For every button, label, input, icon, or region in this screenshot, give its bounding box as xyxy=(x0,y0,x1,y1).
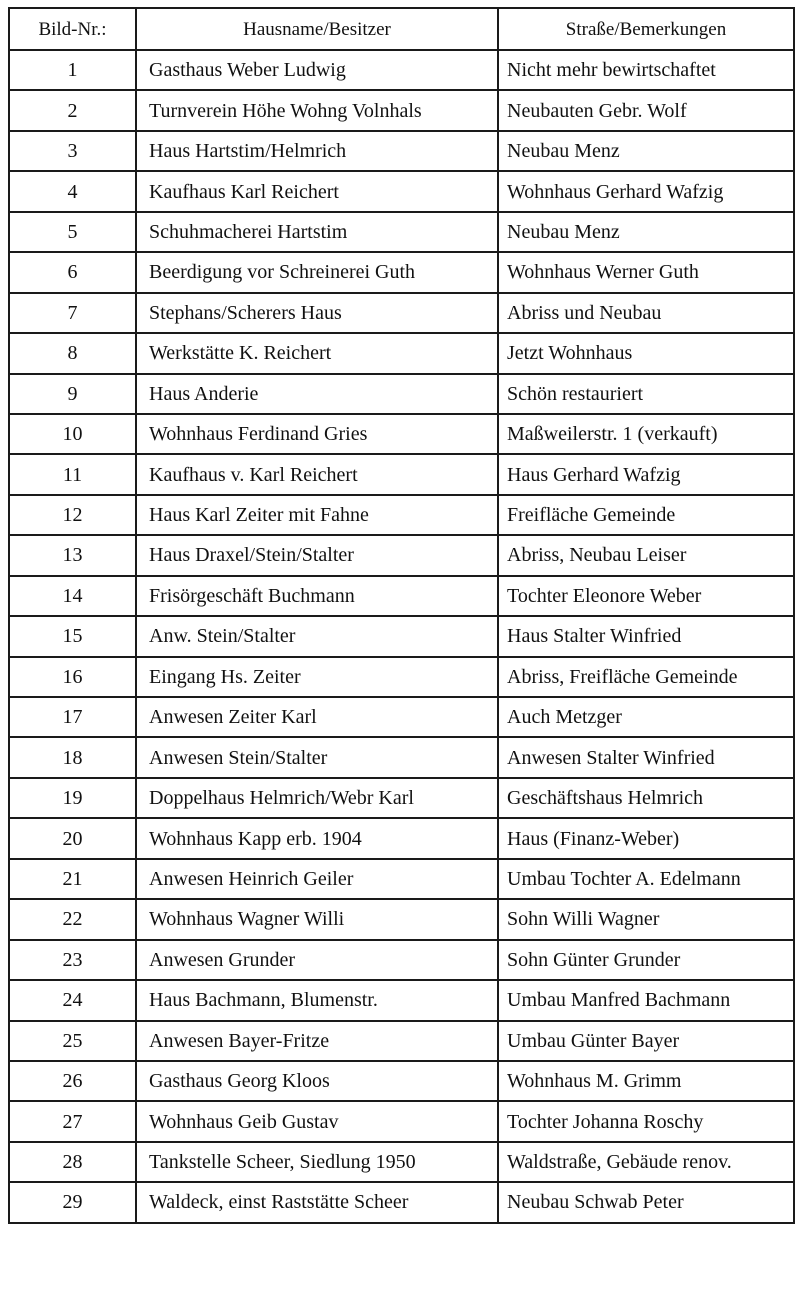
cell-bemerkung: Haus (Finanz-Weber) xyxy=(498,818,794,858)
cell-bild-nr: 16 xyxy=(9,657,136,697)
cell-bemerkung: Maßweilerstr. 1 (verkauft) xyxy=(498,414,794,454)
table-row xyxy=(9,252,794,292)
cell-bemerkung: Umbau Tochter A. Edelmann xyxy=(498,859,794,899)
cell-bild-nr: 13 xyxy=(9,535,136,575)
cell-hausname: Turnverein Höhe Wohng Volnhals xyxy=(136,90,498,130)
table-row xyxy=(9,940,794,980)
table-row xyxy=(9,778,794,818)
cell-hausname: Tankstelle Scheer, Siedlung 1950 xyxy=(136,1142,498,1182)
cell-hausname: Eingang Hs. Zeiter xyxy=(136,657,498,697)
cell-bild-nr: 12 xyxy=(9,495,136,535)
table-row xyxy=(9,1021,794,1061)
cell-bild-nr: 4 xyxy=(9,171,136,211)
cell-bild-nr: 23 xyxy=(9,940,136,980)
cell-bild-nr: 29 xyxy=(9,1182,136,1222)
cell-bild-nr: 11 xyxy=(9,454,136,494)
cell-bemerkung: Haus Gerhard Wafzig xyxy=(498,454,794,494)
cell-bemerkung: Nicht mehr bewirtschaftet xyxy=(498,50,794,90)
cell-hausname: Haus Bachmann, Blumenstr. xyxy=(136,980,498,1020)
cell-bemerkung: Umbau Manfred Bachmann xyxy=(498,980,794,1020)
cell-bemerkung: Sohn Günter Grunder xyxy=(498,940,794,980)
cell-bemerkung: Abriss, Freifläche Gemeinde xyxy=(498,657,794,697)
house-table xyxy=(8,7,795,1224)
cell-bemerkung: Wohnhaus Gerhard Wafzig xyxy=(498,171,794,211)
cell-bemerkung: Anwesen Stalter Winfried xyxy=(498,737,794,777)
cell-bild-nr: 5 xyxy=(9,212,136,252)
cell-bild-nr: 1 xyxy=(9,50,136,90)
table-row xyxy=(9,1182,794,1222)
table-row xyxy=(9,737,794,777)
cell-bild-nr: 3 xyxy=(9,131,136,171)
cell-bemerkung: Tochter Johanna Roschy xyxy=(498,1101,794,1141)
cell-bemerkung: Geschäftshaus Helmrich xyxy=(498,778,794,818)
cell-bild-nr: 20 xyxy=(9,818,136,858)
cell-bild-nr: 27 xyxy=(9,1101,136,1141)
cell-hausname: Waldeck, einst Raststätte Scheer xyxy=(136,1182,498,1222)
cell-bemerkung: Sohn Willi Wagner xyxy=(498,899,794,939)
table-row xyxy=(9,171,794,211)
cell-bild-nr: 24 xyxy=(9,980,136,1020)
cell-hausname: Doppelhaus Helmrich/Webr Karl xyxy=(136,778,498,818)
cell-hausname: Kaufhaus v. Karl Reichert xyxy=(136,454,498,494)
cell-bemerkung: Abriss und Neubau xyxy=(498,293,794,333)
cell-bild-nr: 8 xyxy=(9,333,136,373)
cell-bild-nr: 10 xyxy=(9,414,136,454)
cell-bild-nr: 17 xyxy=(9,697,136,737)
header-bild-nr: Bild-Nr.: xyxy=(9,8,136,50)
cell-hausname: Werkstätte K. Reichert xyxy=(136,333,498,373)
cell-hausname: Wohnhaus Ferdinand Gries xyxy=(136,414,498,454)
table-row xyxy=(9,616,794,656)
cell-hausname: Beerdigung vor Schreinerei Guth xyxy=(136,252,498,292)
table-row xyxy=(9,212,794,252)
cell-bild-nr: 6 xyxy=(9,252,136,292)
cell-bild-nr: 26 xyxy=(9,1061,136,1101)
table-row xyxy=(9,1142,794,1182)
cell-bemerkung: Umbau Günter Bayer xyxy=(498,1021,794,1061)
cell-hausname: Anw. Stein/Stalter xyxy=(136,616,498,656)
cell-bild-nr: 2 xyxy=(9,90,136,130)
cell-bild-nr: 22 xyxy=(9,899,136,939)
cell-bild-nr: 7 xyxy=(9,293,136,333)
cell-bemerkung: Wohnhaus M. Grimm xyxy=(498,1061,794,1101)
table-row xyxy=(9,980,794,1020)
table-row xyxy=(9,90,794,130)
header-hausname-besitzer: Hausname/Besitzer xyxy=(136,8,498,50)
cell-hausname: Haus Karl Zeiter mit Fahne xyxy=(136,495,498,535)
cell-bild-nr: 9 xyxy=(9,374,136,414)
cell-bemerkung: Haus Stalter Winfried xyxy=(498,616,794,656)
cell-bemerkung: Wohnhaus Werner Guth xyxy=(498,252,794,292)
table-row xyxy=(9,495,794,535)
table-row xyxy=(9,374,794,414)
table-row xyxy=(9,1101,794,1141)
cell-hausname: Gasthaus Weber Ludwig xyxy=(136,50,498,90)
cell-bild-nr: 18 xyxy=(9,737,136,777)
cell-hausname: Anwesen Stein/Stalter xyxy=(136,737,498,777)
cell-hausname: Frisörgeschäft Buchmann xyxy=(136,576,498,616)
table-body xyxy=(9,50,794,1223)
cell-hausname: Schuhmacherei Hartstim xyxy=(136,212,498,252)
table-row xyxy=(9,657,794,697)
cell-bemerkung: Freifläche Gemeinde xyxy=(498,495,794,535)
cell-bild-nr: 14 xyxy=(9,576,136,616)
header-strasse-bemerkungen: Straße/Bemerkungen xyxy=(498,8,794,50)
cell-hausname: Haus Anderie xyxy=(136,374,498,414)
cell-hausname: Anwesen Bayer-Fritze xyxy=(136,1021,498,1061)
table-row xyxy=(9,859,794,899)
cell-hausname: Anwesen Zeiter Karl xyxy=(136,697,498,737)
cell-hausname: Haus Hartstim/Helmrich xyxy=(136,131,498,171)
cell-hausname: Wohnhaus Kapp erb. 1904 xyxy=(136,818,498,858)
cell-bild-nr: 19 xyxy=(9,778,136,818)
table-row xyxy=(9,293,794,333)
cell-bemerkung: Waldstraße, Gebäude renov. xyxy=(498,1142,794,1182)
cell-bild-nr: 28 xyxy=(9,1142,136,1182)
cell-bild-nr: 25 xyxy=(9,1021,136,1061)
cell-hausname: Haus Draxel/Stein/Stalter xyxy=(136,535,498,575)
cell-hausname: Wohnhaus Geib Gustav xyxy=(136,1101,498,1141)
cell-bemerkung: Schön restauriert xyxy=(498,374,794,414)
cell-hausname: Wohnhaus Wagner Willi xyxy=(136,899,498,939)
table-row xyxy=(9,1061,794,1101)
cell-bemerkung: Jetzt Wohnhaus xyxy=(498,333,794,373)
cell-hausname: Anwesen Heinrich Geiler xyxy=(136,859,498,899)
table-row xyxy=(9,50,794,90)
cell-bild-nr: 21 xyxy=(9,859,136,899)
cell-bemerkung: Auch Metzger xyxy=(498,697,794,737)
table-row xyxy=(9,899,794,939)
cell-bemerkung: Neubau Schwab Peter xyxy=(498,1182,794,1222)
table-row xyxy=(9,576,794,616)
table-row xyxy=(9,535,794,575)
table-row xyxy=(9,818,794,858)
table-row xyxy=(9,333,794,373)
cell-hausname: Gasthaus Georg Kloos xyxy=(136,1061,498,1101)
cell-bemerkung: Abriss, Neubau Leiser xyxy=(498,535,794,575)
cell-hausname: Kaufhaus Karl Reichert xyxy=(136,171,498,211)
cell-hausname: Anwesen Grunder xyxy=(136,940,498,980)
header-row xyxy=(9,8,794,50)
table-row xyxy=(9,454,794,494)
cell-bemerkung: Tochter Eleonore Weber xyxy=(498,576,794,616)
table-row xyxy=(9,131,794,171)
cell-bemerkung: Neubau Menz xyxy=(498,212,794,252)
cell-bemerkung: Neubau Menz xyxy=(498,131,794,171)
table-row xyxy=(9,697,794,737)
cell-hausname: Stephans/Scherers Haus xyxy=(136,293,498,333)
table-row xyxy=(9,414,794,454)
cell-bild-nr: 15 xyxy=(9,616,136,656)
cell-bemerkung: Neubauten Gebr. Wolf xyxy=(498,90,794,130)
